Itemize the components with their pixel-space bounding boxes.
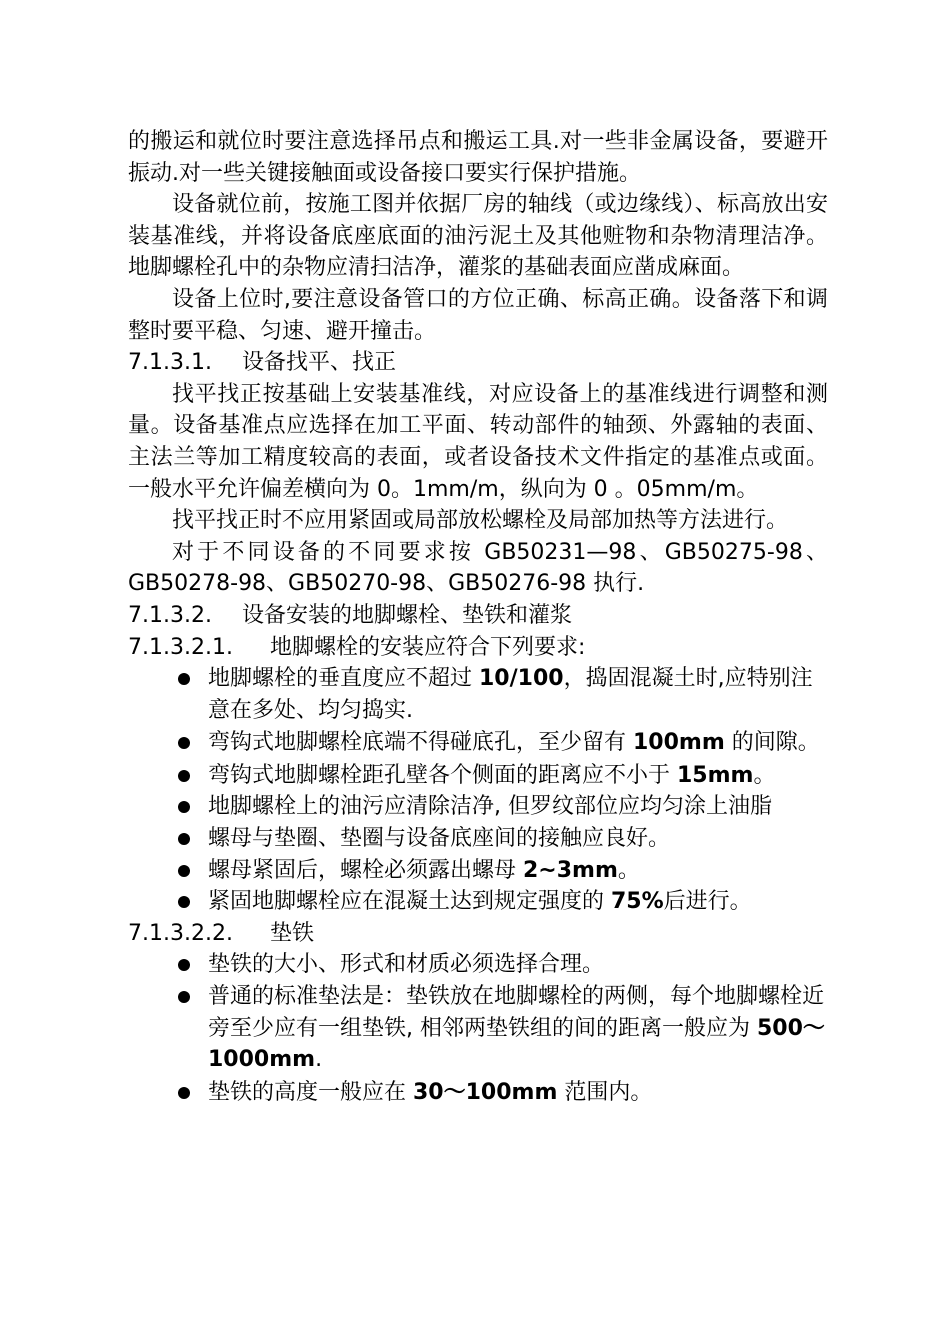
anchor-bolt-list bbox=[128, 663, 828, 918]
bullet-icon bbox=[178, 991, 190, 1003]
list-item: 弯钩式地脚螺栓底端不得碰底孔，至少留有 100mm 的间隙。 bbox=[128, 727, 828, 759]
paragraph-leveling: 找平找正按基础上安装基准线，对应设备上的基准线进行调整和测量。设备基准点应选择在加工平面、转动部件的轴颈、外露轴的表面、主法兰等加工精度较高的表面，或者设备技术文件指定的基准点或面。一般水平允许偏差横向为 0。1mm/m，纵向为 0 。05mm/m。 bbox=[128, 381, 828, 502]
list-item: 垫铁的高度一般应在 30～100mm 范围内。 bbox=[128, 1077, 828, 1109]
paragraph-leveling-method: 找平找正时不应用紧固或局部放松螺栓及局部加热等方法进行。 bbox=[172, 508, 789, 534]
paragraph-handling: 的搬运和就位时要注意选择吊点和搬运工具.对一些非金属设备，要避开振动.对一些关键接触面或设备接口要实行保护措施。 bbox=[128, 129, 828, 186]
bullet-icon bbox=[178, 1087, 190, 1099]
section-number: 7.1.3.2. bbox=[128, 602, 212, 628]
bullet-icon bbox=[178, 737, 190, 749]
bullet-icon bbox=[178, 865, 190, 877]
bullet-icon bbox=[178, 801, 190, 813]
subsection-heading-shims bbox=[128, 918, 828, 950]
list-item: 垫铁的大小、形式和材质必须选择合理。 bbox=[128, 949, 828, 981]
bullet-icon bbox=[178, 770, 190, 782]
section-heading-bolts-shims-grouting bbox=[128, 600, 828, 632]
list-item: 螺母紧固后，螺栓必须露出螺母 2~3mm。 bbox=[128, 855, 828, 887]
bullet-icon bbox=[178, 673, 190, 685]
section-title: 设备安装的地脚螺栓、垫铁和灌浆 bbox=[242, 602, 573, 628]
section-number: 7.1.3.2.1. bbox=[128, 634, 233, 660]
paragraph-positioning: 设备就位前，按施工图并依据厂房的轴线（或边缘线）、标高放出安装基准线，并将设备底座底面的油污泥土及其他赃物和杂物清理洁净。地脚螺栓孔中的杂物应清扫洁净，灌浆的基础表面应凿成麻面。 bbox=[128, 192, 828, 281]
list-item: 弯钩式地脚螺栓距孔壁各个侧面的距离应不小于 15mm。 bbox=[128, 760, 828, 792]
list-item: 地脚螺栓上的油污应清除洁净, 但罗纹部位应均匀涂上油脂 bbox=[128, 791, 828, 823]
section-number: 7.1.3.2.2. bbox=[128, 920, 233, 946]
paragraph-placement: 设备上位时,要注意设备管口的方位正确、标高正确。设备落下和调整时要平稳、匀速、避开撞击。 bbox=[128, 286, 828, 344]
bullet-icon bbox=[178, 896, 190, 908]
list-item: 紧固地脚螺栓应在混凝土达到规定强度的 75%后进行。 bbox=[128, 886, 828, 918]
list-item: 普通的标准垫法是：垫铁放在地脚螺栓的两侧，每个地脚螺栓近旁至少应有一组垫铁, 相邻两垫铁组的间的距离一般应为 500～1000mm. bbox=[128, 981, 828, 1076]
list-item: 螺母与垫圈、垫圈与设备底座间的接触应良好。 bbox=[128, 823, 828, 855]
shim-list bbox=[128, 949, 828, 1108]
section-title: 地脚螺栓的安装应符合下列要求: bbox=[270, 634, 586, 660]
bullet-icon bbox=[178, 833, 190, 845]
bullet-icon bbox=[178, 959, 190, 971]
section-title: 垫铁 bbox=[270, 920, 315, 946]
subsection-heading-anchor-bolts bbox=[128, 632, 828, 664]
section-number: 7.1.3.1. bbox=[128, 350, 212, 376]
document-page bbox=[128, 126, 828, 1108]
paragraph-standards: 对于不同设备的不同要求按 GB50231—98、GB50275-98、GB50278-98、GB50270-98、GB50276-98 执行. bbox=[128, 539, 828, 597]
section-title: 设备找平、找正 bbox=[242, 350, 397, 376]
list-item: 地脚螺栓的垂直度应不超过 10/100，捣固混凝土时,应特别注意在多处、均匀捣实. bbox=[128, 663, 828, 726]
section-heading-leveling bbox=[128, 347, 828, 379]
